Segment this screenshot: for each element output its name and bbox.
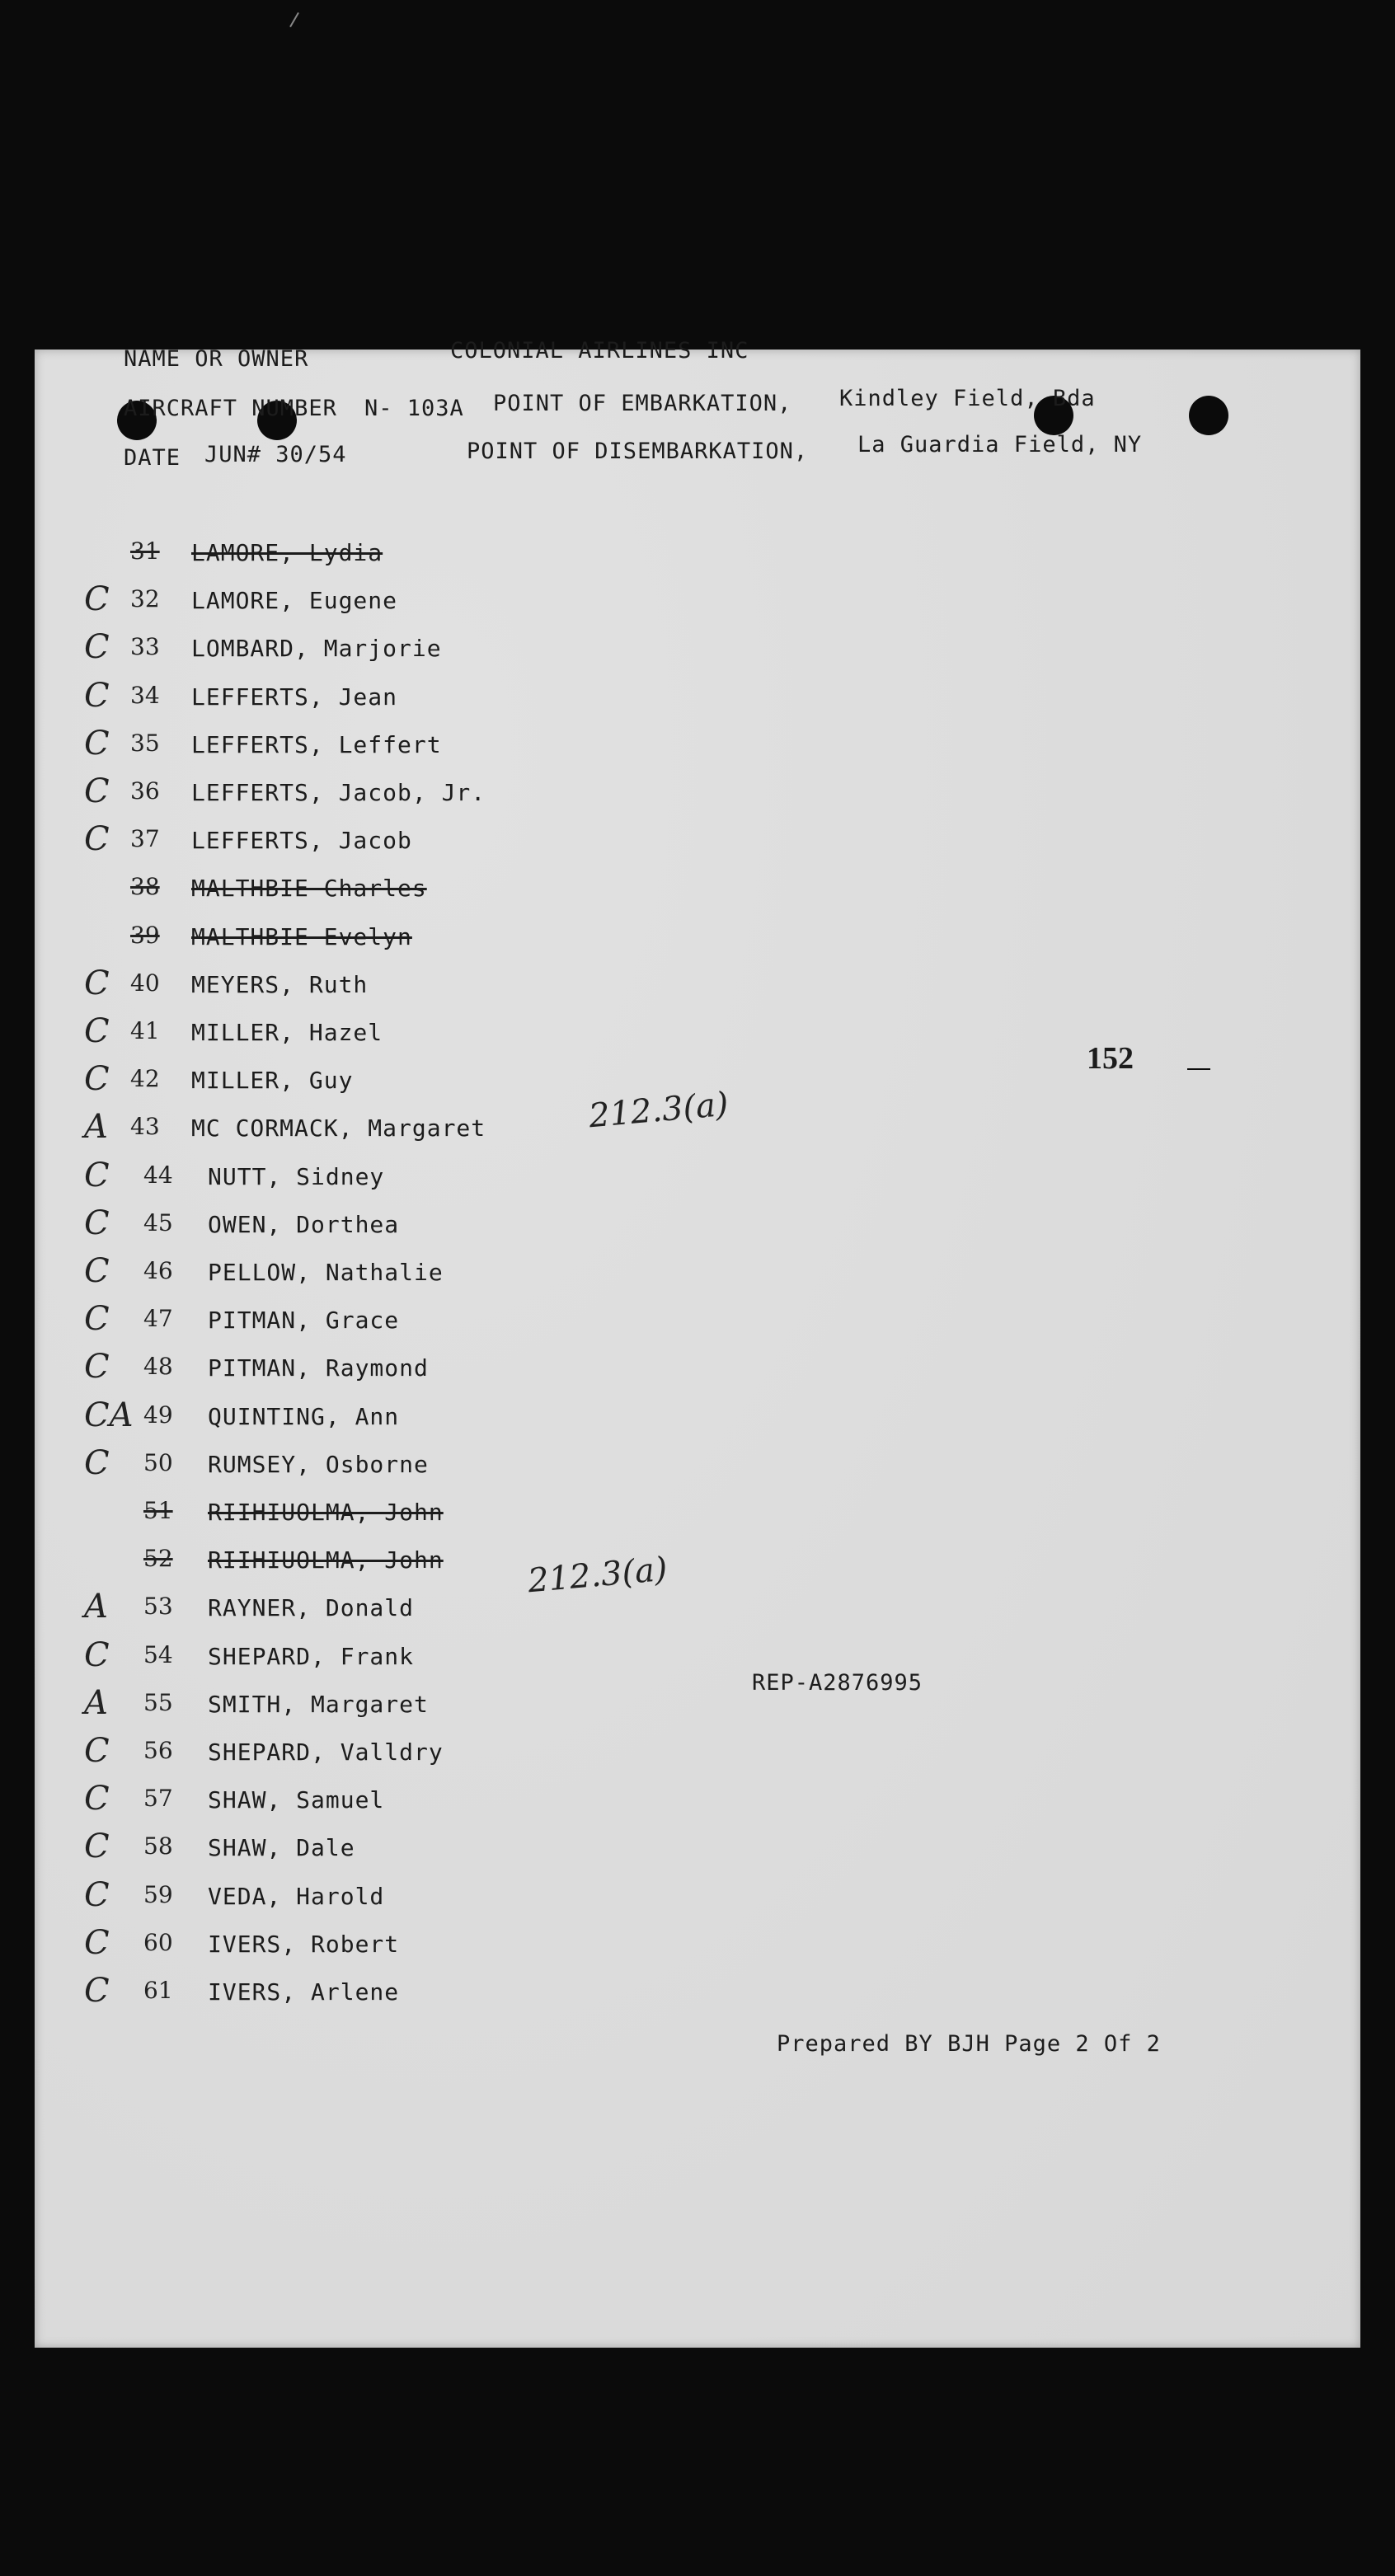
aircraft-value: N- 103A: [364, 396, 464, 421]
passenger-number: 46: [143, 1257, 173, 1284]
passenger-name: LEFFERTS, Jacob, Jr.: [191, 779, 486, 806]
passenger-name: MALTHBIE Evelyn: [191, 922, 412, 950]
status-mark: C: [84, 1635, 110, 1674]
passenger-row: [84, 1972, 661, 2018]
passenger-row: [84, 873, 661, 914]
passenger-number: 50: [143, 1448, 173, 1476]
status-mark: C: [84, 1300, 110, 1339]
punch-hole-right: [1189, 396, 1228, 435]
date-value: JUN# 30/54: [204, 442, 347, 467]
status-mark: C: [84, 1348, 110, 1387]
page-number-dash: [1187, 1068, 1210, 1070]
status-mark: C: [84, 772, 110, 810]
status-mark: C: [84, 676, 110, 715]
embarkation-value: Kindley Field, Bda: [839, 386, 1096, 411]
passenger-row: [84, 1204, 661, 1250]
status-mark: C: [84, 820, 110, 859]
passenger-name: RIIHIUOLMA, John: [208, 1546, 444, 1574]
passenger-row: [84, 1443, 661, 1490]
status-mark: C: [84, 580, 110, 619]
passenger-row: [84, 772, 661, 819]
passenger-number: 53: [143, 1593, 173, 1621]
passenger-number: 39: [130, 921, 160, 949]
status-mark: C: [84, 1875, 110, 1914]
passenger-name: MILLER, Guy: [191, 1067, 354, 1095]
passenger-name: QUINTING, Ann: [208, 1402, 400, 1430]
passenger-number: 40: [130, 969, 160, 997]
handwritten-note-212-3a-upper: 212.3(a): [587, 1085, 730, 1136]
passenger-row: [84, 1156, 661, 1203]
passenger-number: 43: [130, 1113, 160, 1141]
passenger-name: LEFFERTS, Leffert: [191, 730, 442, 758]
passenger-name: MEYERS, Ruth: [191, 970, 369, 998]
passenger-number: 59: [143, 1880, 173, 1908]
passenger-name: SHAW, Samuel: [208, 1786, 385, 1814]
date-label: DATE: [124, 445, 181, 471]
passenger-name: SHEPARD, Frank: [208, 1642, 415, 1670]
passenger-name: SMITH, Margaret: [208, 1690, 429, 1718]
passenger-row: [84, 1732, 661, 1778]
passenger-name: RUMSEY, Osborne: [208, 1450, 429, 1478]
status-mark: A: [84, 1108, 108, 1147]
passenger-row: [84, 1252, 661, 1298]
status-mark: A: [84, 1683, 108, 1722]
passenger-name: LAMORE, Lydia: [191, 539, 383, 566]
scan-artifact: [289, 12, 299, 27]
passenger-row: [84, 1060, 661, 1106]
passenger-name: SHAW, Dale: [208, 1834, 355, 1862]
passenger-row: [84, 1108, 661, 1154]
passenger-row: [84, 676, 661, 723]
passenger-name: LOMBARD, Marjorie: [191, 635, 442, 663]
passenger-number: 34: [130, 681, 160, 709]
status-mark: C: [84, 628, 110, 667]
passenger-number: 56: [143, 1737, 173, 1764]
status-mark: C: [84, 1732, 110, 1770]
passenger-number: 37: [130, 825, 160, 853]
passenger-name: VEDA, Harold: [208, 1882, 385, 1910]
passenger-name: PITMAN, Raymond: [208, 1354, 429, 1382]
embarkation-label: POINT OF EMBARKATION,: [493, 391, 792, 416]
prepared-by-footer: Prepared BY BJH Page 2 Of 2: [777, 2031, 1161, 2057]
passenger-number: 49: [143, 1401, 173, 1429]
owner-label: NAME OR OWNER: [124, 346, 309, 372]
passenger-row: [84, 1780, 661, 1826]
status-mark: A: [84, 1588, 108, 1626]
status-mark: C: [84, 1972, 110, 2010]
status-mark: C: [84, 1012, 110, 1050]
passenger-name: SHEPARD, Valldry: [208, 1738, 444, 1766]
passenger-row: [84, 1875, 661, 1922]
passenger-number: 57: [143, 1785, 173, 1813]
disembarkation-value: La Guardia Field, NY: [857, 432, 1143, 457]
status-mark: C: [84, 1780, 110, 1818]
passenger-row: [84, 1300, 661, 1346]
passenger-number: 61: [143, 1977, 173, 2004]
passenger-row: [84, 1683, 661, 1730]
passenger-name: LEFFERTS, Jean: [191, 683, 398, 711]
passenger-number: 36: [130, 777, 160, 805]
passenger-name: MALTHBIE Charles: [191, 875, 427, 903]
passenger-row: [84, 537, 661, 579]
reference-number: REP-A2876995: [752, 1670, 923, 1696]
passenger-row: [84, 1348, 661, 1394]
passenger-name: MILLER, Hazel: [191, 1019, 383, 1046]
passenger-name: MC CORMACK, Margaret: [191, 1114, 486, 1143]
passenger-name: IVERS, Arlene: [208, 1978, 400, 2006]
aircraft-label: AIRCRAFT NUMBER: [124, 396, 337, 421]
passenger-number: 55: [143, 1688, 173, 1716]
passenger-number: 58: [143, 1832, 173, 1860]
passenger-number: 35: [130, 729, 160, 757]
passenger-number: 54: [143, 1640, 173, 1668]
status-mark: CA: [84, 1396, 134, 1434]
passenger-number: 32: [130, 585, 160, 613]
passenger-row: [84, 922, 661, 963]
passenger-row: [84, 1635, 661, 1682]
passenger-name: OWEN, Dorthea: [208, 1210, 400, 1238]
passenger-row: [84, 1588, 661, 1634]
passenger-name: PELLOW, Nathalie: [208, 1259, 444, 1286]
passenger-number: 38: [130, 873, 160, 901]
status-mark: C: [84, 964, 110, 1002]
passenger-name: PITMAN, Grace: [208, 1307, 400, 1335]
status-mark: C: [84, 1060, 110, 1099]
passenger-row: [84, 1012, 661, 1058]
passenger-row: [84, 1497, 661, 1538]
page-number: 152: [1087, 1041, 1134, 1076]
status-mark: C: [84, 1204, 110, 1242]
status-mark: C: [84, 1156, 110, 1194]
passenger-number: 44: [143, 1161, 173, 1189]
passenger-number: 47: [143, 1305, 173, 1333]
passenger-name: LAMORE, Eugene: [191, 587, 398, 615]
passenger-name: NUTT, Sidney: [208, 1162, 385, 1190]
passenger-number: 41: [130, 1017, 160, 1044]
passenger-row: [84, 580, 661, 626]
passenger-number: 60: [143, 1928, 173, 1956]
owner-value: COLONIAL AIRLINES INC: [450, 338, 749, 364]
passenger-row: [84, 1828, 661, 1874]
passenger-row: [84, 964, 661, 1011]
passenger-number: 42: [130, 1065, 160, 1093]
passenger-row: [84, 724, 661, 771]
status-mark: C: [84, 1443, 110, 1482]
passenger-number: 31: [130, 537, 160, 565]
passenger-row: [84, 820, 661, 866]
passenger-name: LEFFERTS, Jacob: [191, 827, 412, 855]
status-mark: C: [84, 724, 110, 762]
disembarkation-label: POINT OF DISEMBARKATION,: [467, 439, 809, 464]
status-mark: C: [84, 1923, 110, 1962]
passenger-number: 51: [143, 1497, 173, 1524]
passenger-number: 45: [143, 1208, 173, 1236]
manifest-sheet: [35, 338, 1360, 2348]
handwritten-note-212-3a-lower: 212.3(a): [526, 1550, 669, 1601]
passenger-row: [84, 1396, 661, 1443]
passenger-row: [84, 628, 661, 674]
status-mark: C: [84, 1828, 110, 1866]
status-mark: C: [84, 1252, 110, 1290]
passenger-number: 52: [143, 1545, 173, 1573]
passenger-name: RAYNER, Donald: [208, 1594, 415, 1622]
passenger-name: IVERS, Robert: [208, 1930, 400, 1958]
passenger-row: [84, 1923, 661, 1970]
passenger-number: 48: [143, 1353, 173, 1381]
passenger-number: 33: [130, 633, 160, 661]
passenger-name: RIIHIUOLMA, John: [208, 1499, 444, 1526]
